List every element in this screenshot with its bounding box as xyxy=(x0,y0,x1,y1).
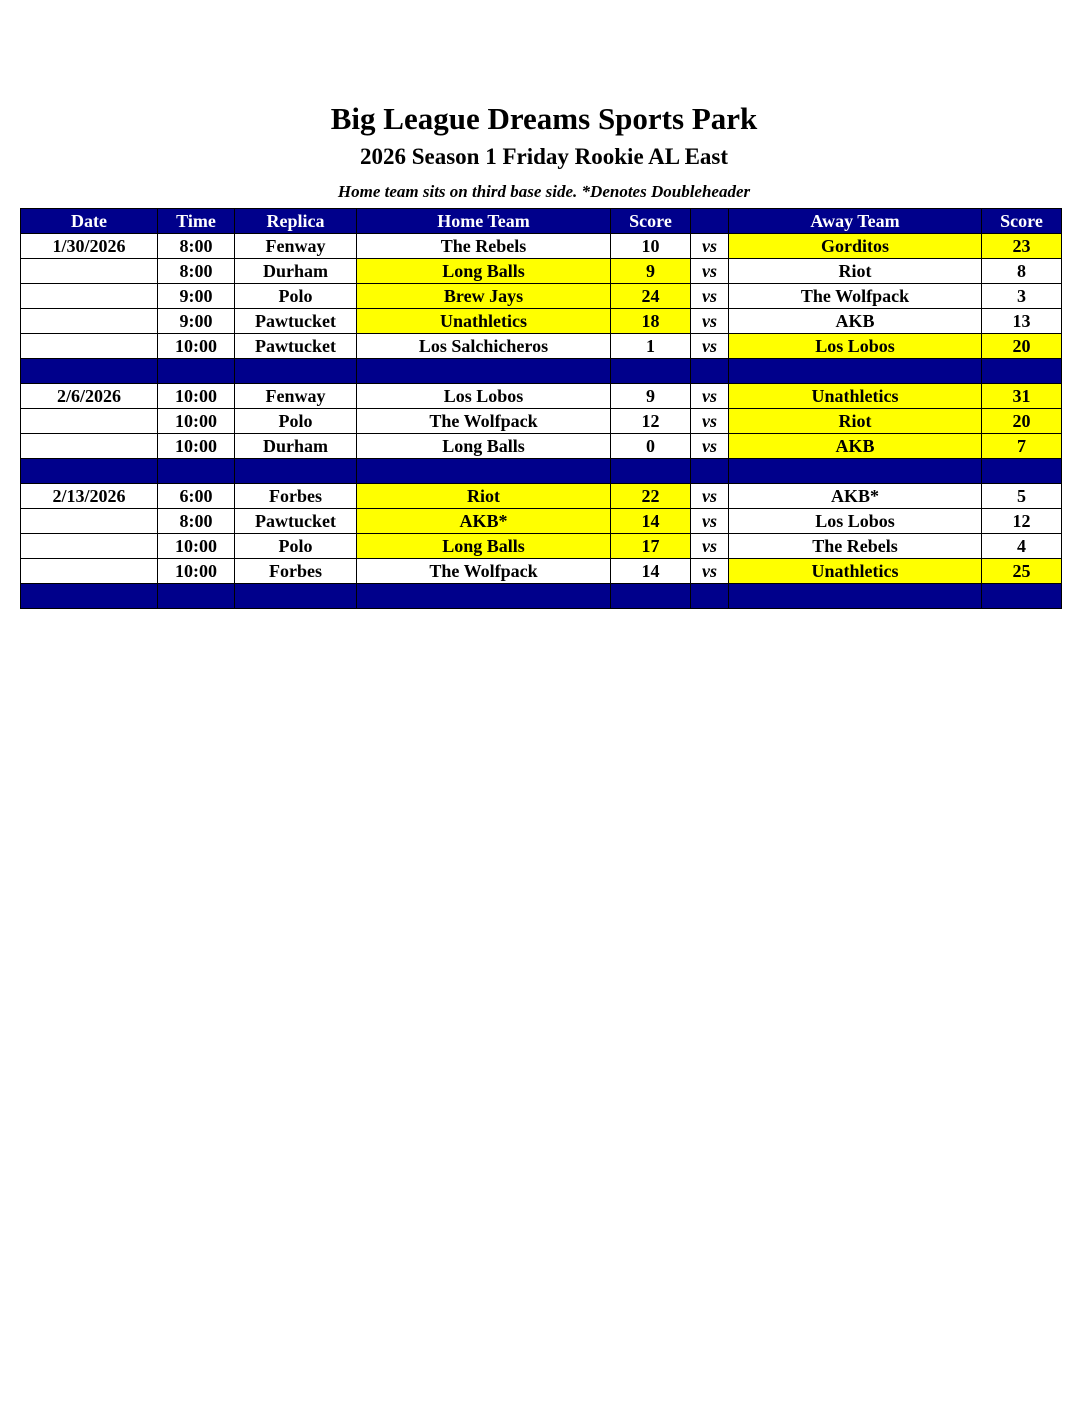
column-header-home-score: Score xyxy=(611,209,691,234)
away-team-cell: The Wolfpack xyxy=(729,284,982,309)
date-cell xyxy=(21,509,158,534)
column-header-away-team: Away Team xyxy=(729,209,982,234)
home-score-cell: 9 xyxy=(611,259,691,284)
date-cell xyxy=(21,334,158,359)
away-team-cell: Riot xyxy=(729,259,982,284)
date-cell: 1/30/2026 xyxy=(21,234,158,259)
home-score-cell: 14 xyxy=(611,559,691,584)
schedule-note: Home team sits on third base side. *Denotes Doubleheader xyxy=(337,182,751,201)
time-cell: 8:00 xyxy=(158,234,235,259)
separator-row xyxy=(21,459,1062,484)
home-team-cell: Brew Jays xyxy=(357,284,611,309)
away-team-cell: Unathletics xyxy=(729,559,982,584)
date-cell xyxy=(21,534,158,559)
home-score-cell: 17 xyxy=(611,534,691,559)
home-score-cell: 0 xyxy=(611,434,691,459)
page-subtitle: 2026 Season 1 Friday Rookie AL East xyxy=(359,144,729,169)
replica-cell: Fenway xyxy=(235,234,357,259)
home-score-cell: 14 xyxy=(611,509,691,534)
vs-cell: vs xyxy=(691,334,729,359)
away-team-cell: AKB* xyxy=(729,484,982,509)
time-cell: 10:00 xyxy=(158,409,235,434)
column-header-replica: Replica xyxy=(235,209,357,234)
vs-cell: vs xyxy=(691,509,729,534)
time-cell: 10:00 xyxy=(158,559,235,584)
table-row xyxy=(21,409,1062,434)
column-header-date: Date xyxy=(21,209,158,234)
away-score-cell: 8 xyxy=(982,259,1062,284)
table-row xyxy=(21,259,1062,284)
away-team-cell: AKB xyxy=(729,309,982,334)
date-cell xyxy=(21,434,158,459)
vs-cell: vs xyxy=(691,384,729,409)
date-cell xyxy=(21,409,158,434)
home-team-cell: Long Balls xyxy=(357,434,611,459)
away-score-cell: 13 xyxy=(982,309,1062,334)
time-cell: 9:00 xyxy=(158,284,235,309)
replica-cell: Pawtucket xyxy=(235,509,357,534)
table-row xyxy=(21,509,1062,534)
replica-cell: Polo xyxy=(235,534,357,559)
vs-cell: vs xyxy=(691,284,729,309)
table-row xyxy=(21,484,1062,509)
away-team-cell: AKB xyxy=(729,434,982,459)
away-score-cell: 20 xyxy=(982,409,1062,434)
table-row xyxy=(21,234,1062,259)
date-cell xyxy=(21,309,158,334)
away-team-cell: Unathletics xyxy=(729,384,982,409)
replica-cell: Forbes xyxy=(235,484,357,509)
away-score-cell: 23 xyxy=(982,234,1062,259)
column-header-vs xyxy=(691,209,729,234)
column-header-away-score: Score xyxy=(982,209,1062,234)
replica-cell: Pawtucket xyxy=(235,334,357,359)
home-score-cell: 9 xyxy=(611,384,691,409)
away-score-cell: 12 xyxy=(982,509,1062,534)
home-team-cell: Unathletics xyxy=(357,309,611,334)
vs-cell: vs xyxy=(691,484,729,509)
home-team-cell: The Rebels xyxy=(357,234,611,259)
replica-cell: Durham xyxy=(235,434,357,459)
home-score-cell: 10 xyxy=(611,234,691,259)
home-team-cell: Long Balls xyxy=(357,259,611,284)
replica-cell: Forbes xyxy=(235,559,357,584)
vs-cell: vs xyxy=(691,559,729,584)
page-title: Big League Dreams Sports Park xyxy=(330,101,758,136)
separator-row xyxy=(21,359,1062,384)
date-cell xyxy=(21,559,158,584)
home-score-cell: 22 xyxy=(611,484,691,509)
home-team-cell: Long Balls xyxy=(357,534,611,559)
schedule-table xyxy=(20,208,1062,609)
away-score-cell: 7 xyxy=(982,434,1062,459)
table-row xyxy=(21,559,1062,584)
home-score-cell: 18 xyxy=(611,309,691,334)
away-score-cell: 5 xyxy=(982,484,1062,509)
table-row xyxy=(21,284,1062,309)
date-cell xyxy=(21,259,158,284)
away-score-cell: 25 xyxy=(982,559,1062,584)
time-cell: 8:00 xyxy=(158,259,235,284)
table-row xyxy=(21,434,1062,459)
time-cell: 10:00 xyxy=(158,534,235,559)
away-score-cell: 31 xyxy=(982,384,1062,409)
home-score-cell: 1 xyxy=(611,334,691,359)
away-team-cell: Los Lobos xyxy=(729,334,982,359)
time-cell: 10:00 xyxy=(158,434,235,459)
home-score-cell: 24 xyxy=(611,284,691,309)
date-cell: 2/6/2026 xyxy=(21,384,158,409)
vs-cell: vs xyxy=(691,534,729,559)
replica-cell: Polo xyxy=(235,409,357,434)
vs-cell: vs xyxy=(691,234,729,259)
away-team-cell: Riot xyxy=(729,409,982,434)
vs-cell: vs xyxy=(691,434,729,459)
time-cell: 10:00 xyxy=(158,334,235,359)
replica-cell: Durham xyxy=(235,259,357,284)
column-header-time: Time xyxy=(158,209,235,234)
vs-cell: vs xyxy=(691,259,729,284)
away-score-cell: 20 xyxy=(982,334,1062,359)
time-cell: 8:00 xyxy=(158,509,235,534)
home-team-cell: Los Lobos xyxy=(357,384,611,409)
column-header-home-team: Home Team xyxy=(357,209,611,234)
date-cell: 2/13/2026 xyxy=(21,484,158,509)
replica-cell: Polo xyxy=(235,284,357,309)
home-team-cell: The Wolfpack xyxy=(357,409,611,434)
away-score-cell: 4 xyxy=(982,534,1062,559)
replica-cell: Pawtucket xyxy=(235,309,357,334)
home-team-cell: Los Salchicheros xyxy=(357,334,611,359)
away-team-cell: Gorditos xyxy=(729,234,982,259)
replica-cell: Fenway xyxy=(235,384,357,409)
home-score-cell: 12 xyxy=(611,409,691,434)
date-cell xyxy=(21,284,158,309)
table-header-row xyxy=(21,209,1062,234)
time-cell: 10:00 xyxy=(158,384,235,409)
home-team-cell: Riot xyxy=(357,484,611,509)
vs-cell: vs xyxy=(691,409,729,434)
time-cell: 9:00 xyxy=(158,309,235,334)
home-team-cell: The Wolfpack xyxy=(357,559,611,584)
away-team-cell: Los Lobos xyxy=(729,509,982,534)
home-team-cell: AKB* xyxy=(357,509,611,534)
time-cell: 6:00 xyxy=(158,484,235,509)
table-row xyxy=(21,334,1062,359)
away-team-cell: The Rebels xyxy=(729,534,982,559)
table-row xyxy=(21,384,1062,409)
away-score-cell: 3 xyxy=(982,284,1062,309)
table-row xyxy=(21,534,1062,559)
vs-cell: vs xyxy=(691,309,729,334)
separator-row xyxy=(21,584,1062,609)
table-row xyxy=(21,309,1062,334)
